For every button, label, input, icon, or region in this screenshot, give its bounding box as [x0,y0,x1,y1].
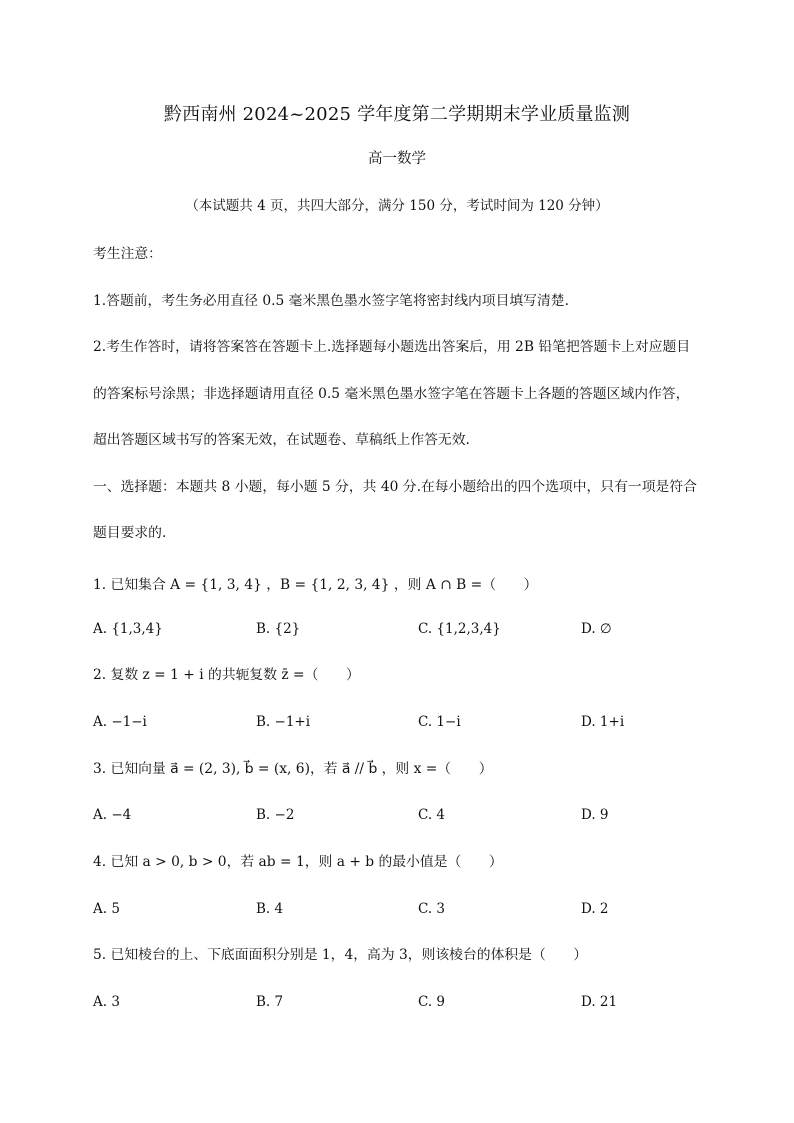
instructions-heading: 考生注意： [93,246,162,262]
exam-subject: 高一数学 [368,151,426,167]
question-2-stem: 2. 复数 z = 1 + i 的共轭复数 z̄ =（ ） [93,667,360,683]
question-3-stem: 3. 已知向量 a⃗ = (2, 3), b⃗ = (x, 6)，若 a⃗ // b⃗ ，则 x =（ ） [93,761,493,777]
question-3-option-c: C. 4 [418,807,446,823]
question-2-option-b: B. −1+i [256,714,311,730]
question-4-option-b: B. 4 [256,901,284,917]
exam-note: （本试题共 4 页，共四大部分，满分 150 分，考试时间为 120 分钟） [185,198,609,214]
question-4-stem: 4. 已知 a > 0, b > 0，若 ab = 1，则 a + b 的最小值是（ ） [93,854,503,870]
question-3-option-a: A. −4 [93,807,132,823]
question-3-option-b: B. −2 [256,807,295,823]
question-1-option-c: C. {1,2,3,4} [418,621,501,637]
section-1-heading: 一、选择题：本题共 8 小题，每小题 5 分，共 40 分.在每小题给出的四个选项中，只有一项是符合 [93,479,697,495]
section-1-heading-cont: 题目要求的. [93,525,167,541]
instruction-item-2-line-2: 的答案标号涂黑；非选择题请用直径 0.5 毫米黑色墨水签字笔在答题卡上各题的答题区域内作答， [93,386,690,402]
question-2-option-a: A. −1−i [93,714,147,730]
question-3-option-d: D. 9 [581,807,609,823]
question-5-option-c: C. 9 [418,994,446,1010]
question-2-option-d: D. 1+i [581,714,625,730]
question-5-option-d: D. 21 [581,994,618,1010]
question-1-option-a: A. {1,3,4} [93,621,163,637]
instruction-item-2-line-3: 超出答题区域书写的答案无效，在试题卷、草稿纸上作答无效. [93,432,470,448]
instruction-item-2-line-1: 2.考生作答时，请将答案答在答题卡上.选择题每小题选出答案后，用 2B 铅笔把答题卡上对应题目 [93,339,691,355]
question-2-option-c: C. 1−i [418,714,461,730]
question-1-stem: 1. 已知集合 A = {1, 3, 4} ，B = {1, 2, 3, 4} ，则 A ∩ B =（ ） [93,577,538,593]
question-5-stem: 5. 已知棱台的上、下底面面积分别是 1，4，高为 3，则该棱台的体积是（ ） [93,947,588,963]
instruction-item-1: 1.答题前，考生务必用直径 0.5 毫米黑色墨水签字笔将密封线内项目填写清楚. [93,293,569,309]
question-4-option-c: C. 3 [418,901,446,917]
question-1-option-d: D. ∅ [581,621,612,637]
question-5-option-a: A. 3 [93,994,120,1010]
question-1-option-b: B. {2} [256,621,301,637]
question-4-option-a: A. 5 [93,901,120,917]
question-4-option-d: D. 2 [581,901,609,917]
exam-title: 黔西南州 2024~2025 学年度第二学期期末学业质量监测 [163,104,631,125]
question-5-option-b: B. 7 [256,994,284,1010]
